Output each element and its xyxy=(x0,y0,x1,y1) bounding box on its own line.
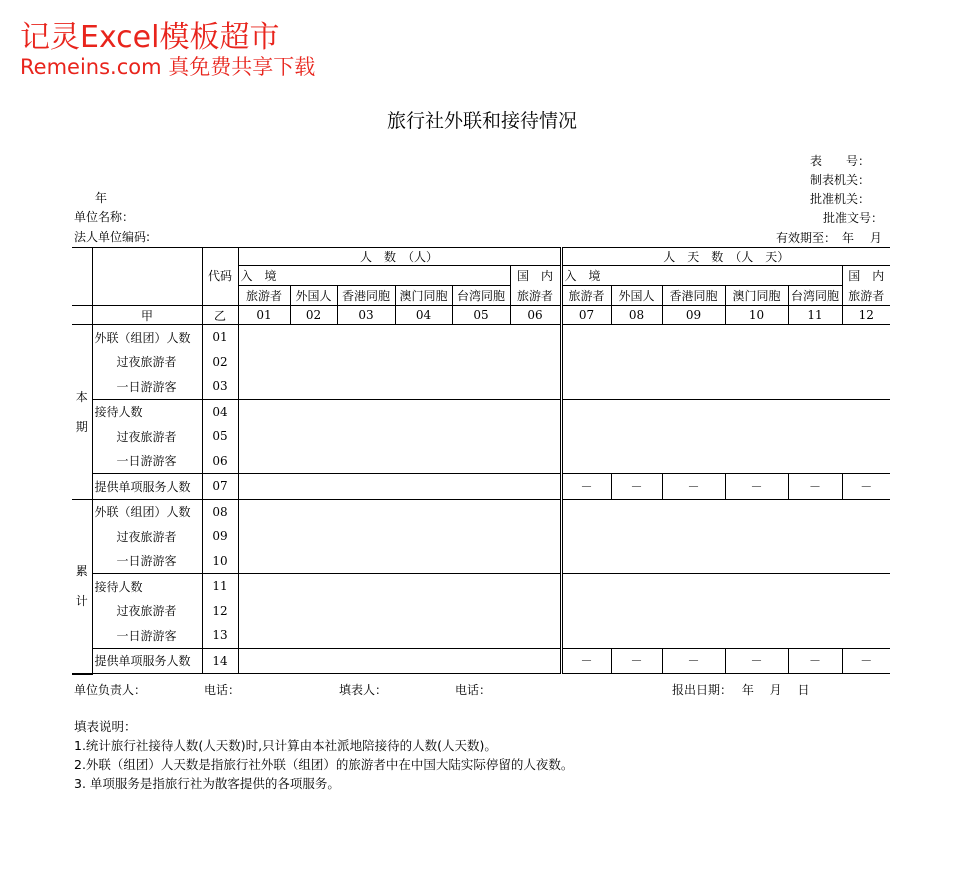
col-num-01: 01 xyxy=(238,306,290,325)
maker-label: 制表机关： xyxy=(810,173,871,187)
col-num-11: 11 xyxy=(788,306,842,325)
approver-label: 批准机关： xyxy=(810,192,871,206)
inbound-header-days: 入 境 xyxy=(561,266,842,286)
col-num-03: 03 xyxy=(337,306,395,325)
section-cumulative-char2: 计 xyxy=(75,594,88,608)
row-code-04: 04 xyxy=(202,399,238,424)
unit-name-label: 单位名称： xyxy=(74,210,135,224)
col-hongkong-days: 香港同胞 xyxy=(662,286,725,306)
col-num-07: 07 xyxy=(561,306,611,325)
row-code-14: 14 xyxy=(202,648,238,674)
data-block-current-persons-3 xyxy=(238,474,561,500)
col-tourist: 旅游者 xyxy=(238,286,290,306)
footer-filler-label: 填表人： xyxy=(339,683,388,697)
col-taiwan: 台湾同胞 xyxy=(452,286,510,306)
row-code-10: 10 xyxy=(202,549,238,574)
valid-until-label: 有效期至： 年 月 xyxy=(776,231,882,245)
data-block-cum-persons-3 xyxy=(238,648,561,674)
data-block-cum-persons-1 xyxy=(238,499,561,574)
col-foreigner: 外国人 xyxy=(290,286,337,306)
dash-07-4: － xyxy=(725,474,788,500)
dash-07-6: － xyxy=(842,474,890,500)
col-num-02: 02 xyxy=(290,306,337,325)
person-days-header: 人 天 数 （人 天） xyxy=(561,248,890,266)
data-block-current-persons-1 xyxy=(238,325,561,400)
row-label-11: 接待人数 xyxy=(92,574,202,599)
legal-code-label: 法人单位编码: xyxy=(74,230,151,244)
col-domestic-tourist-days: 旅游者 xyxy=(842,286,890,306)
row-code-03: 03 xyxy=(202,374,238,399)
row-code-05: 05 xyxy=(202,424,238,449)
section-cumulative xyxy=(72,499,92,674)
row-label-09: 过夜旅游者 xyxy=(92,524,202,549)
domestic-header-days: 国 内 xyxy=(842,266,890,286)
row-label-12: 过夜旅游者 xyxy=(92,599,202,624)
col-num-08: 08 xyxy=(611,306,662,325)
footer-phone1-label: 电话： xyxy=(204,683,241,697)
col-num-09: 09 xyxy=(662,306,725,325)
dash-14-1: － xyxy=(561,648,611,674)
footer-date-label: 报出日期： 年 月 日 xyxy=(672,683,810,697)
dash-07-5: － xyxy=(788,474,842,500)
row-label-02: 过夜旅游者 xyxy=(92,350,202,375)
row-code-08: 08 xyxy=(202,499,238,524)
row-label-04: 接待人数 xyxy=(92,399,202,424)
dash-14-3: － xyxy=(662,648,725,674)
row-code-09: 09 xyxy=(202,524,238,549)
col-num-04: 04 xyxy=(395,306,452,325)
col-num-10: 10 xyxy=(725,306,788,325)
row-code-13: 13 xyxy=(202,623,238,648)
col-num-05: 05 xyxy=(452,306,510,325)
row-code-02: 02 xyxy=(202,350,238,375)
col-foreigner-days: 外国人 xyxy=(611,286,662,306)
watermark-subtitle: Remeins.com 真免费共享下载 xyxy=(20,55,316,79)
row-code-07: 07 xyxy=(202,474,238,500)
section-current-char2: 期 xyxy=(75,419,88,434)
row-label-05: 过夜旅游者 xyxy=(92,424,202,449)
row-label-08: 外联（组团）人数 xyxy=(92,499,202,524)
row-label-06: 一日游游客 xyxy=(92,449,202,474)
inbound-header-persons: 入 境 xyxy=(238,266,510,286)
data-block-current-days-2 xyxy=(561,399,890,474)
footer-phone2-label: 电话： xyxy=(455,683,492,697)
section-current-char1: 本 xyxy=(75,389,88,404)
row-label-10: 一日游游客 xyxy=(92,549,202,574)
dash-14-2: － xyxy=(611,648,662,674)
statistics-table xyxy=(72,247,890,675)
watermark-title: 记灵Excel模板超市 xyxy=(20,20,280,55)
row-code-12: 12 xyxy=(202,599,238,624)
yi-cell: 乙 xyxy=(202,306,238,325)
form-no-label: 表 号： xyxy=(810,154,871,168)
row-label-13: 一日游游客 xyxy=(92,623,202,648)
footer-head-label: 单位负责人： xyxy=(74,683,147,697)
data-block-current-persons-2 xyxy=(238,399,561,474)
row-label-07: 提供单项服务人数 xyxy=(92,474,202,500)
col-num-06: 06 xyxy=(510,306,561,325)
section-current xyxy=(72,325,92,500)
col-macau: 澳门同胞 xyxy=(395,286,452,306)
col-domestic-tourist: 旅游者 xyxy=(510,286,561,306)
row-label-03: 一日游游客 xyxy=(92,374,202,399)
dash-07-2: － xyxy=(611,474,662,500)
code-header: 代码 xyxy=(202,266,238,286)
col-taiwan-days: 台湾同胞 xyxy=(788,286,842,306)
notes-title: 填表说明： xyxy=(74,719,137,734)
note-2: 2.外联（组团）人天数是指旅行社外联（组团）的旅游者中在中国大陆实际停留的人夜数。 xyxy=(74,757,574,772)
data-block-current-days-1 xyxy=(561,325,890,400)
dash-07-3: － xyxy=(662,474,725,500)
dash-07-1: － xyxy=(561,474,611,500)
col-num-12: 12 xyxy=(842,306,890,325)
dash-14-5: － xyxy=(788,648,842,674)
row-code-11: 11 xyxy=(202,574,238,599)
jia-cell: 甲 xyxy=(92,306,202,325)
data-block-cum-days-1 xyxy=(561,499,890,574)
col-hongkong: 香港同胞 xyxy=(337,286,395,306)
data-block-cum-persons-2 xyxy=(238,574,561,649)
note-3: 3. 单项服务是指旅行社为散客提供的各项服务。 xyxy=(74,776,340,791)
persons-header: 人 数 （人） xyxy=(238,248,561,266)
col-tourist-days: 旅游者 xyxy=(561,286,611,306)
approval-no-label: 批准文号： xyxy=(823,211,884,225)
dash-14-4: － xyxy=(725,648,788,674)
note-1: 1.统计旅行社接待人数(人天数)时,只计算由本社派地陪接待的人数(人天数)。 xyxy=(74,738,497,753)
row-code-01: 01 xyxy=(202,325,238,350)
dash-14-6: － xyxy=(842,648,890,674)
col-macau-days: 澳门同胞 xyxy=(725,286,788,306)
row-label-14: 提供单项服务人数 xyxy=(92,648,202,674)
year-label: 年 xyxy=(95,191,108,205)
row-label-01: 外联（组团）人数 xyxy=(92,325,202,350)
data-block-cum-days-2 xyxy=(561,574,890,649)
row-code-06: 06 xyxy=(202,449,238,474)
section-cumulative-char1: 累 xyxy=(75,564,88,578)
domestic-header-persons: 国 内 xyxy=(510,266,561,286)
page-title: 旅行社外联和接待情况 xyxy=(386,110,577,132)
